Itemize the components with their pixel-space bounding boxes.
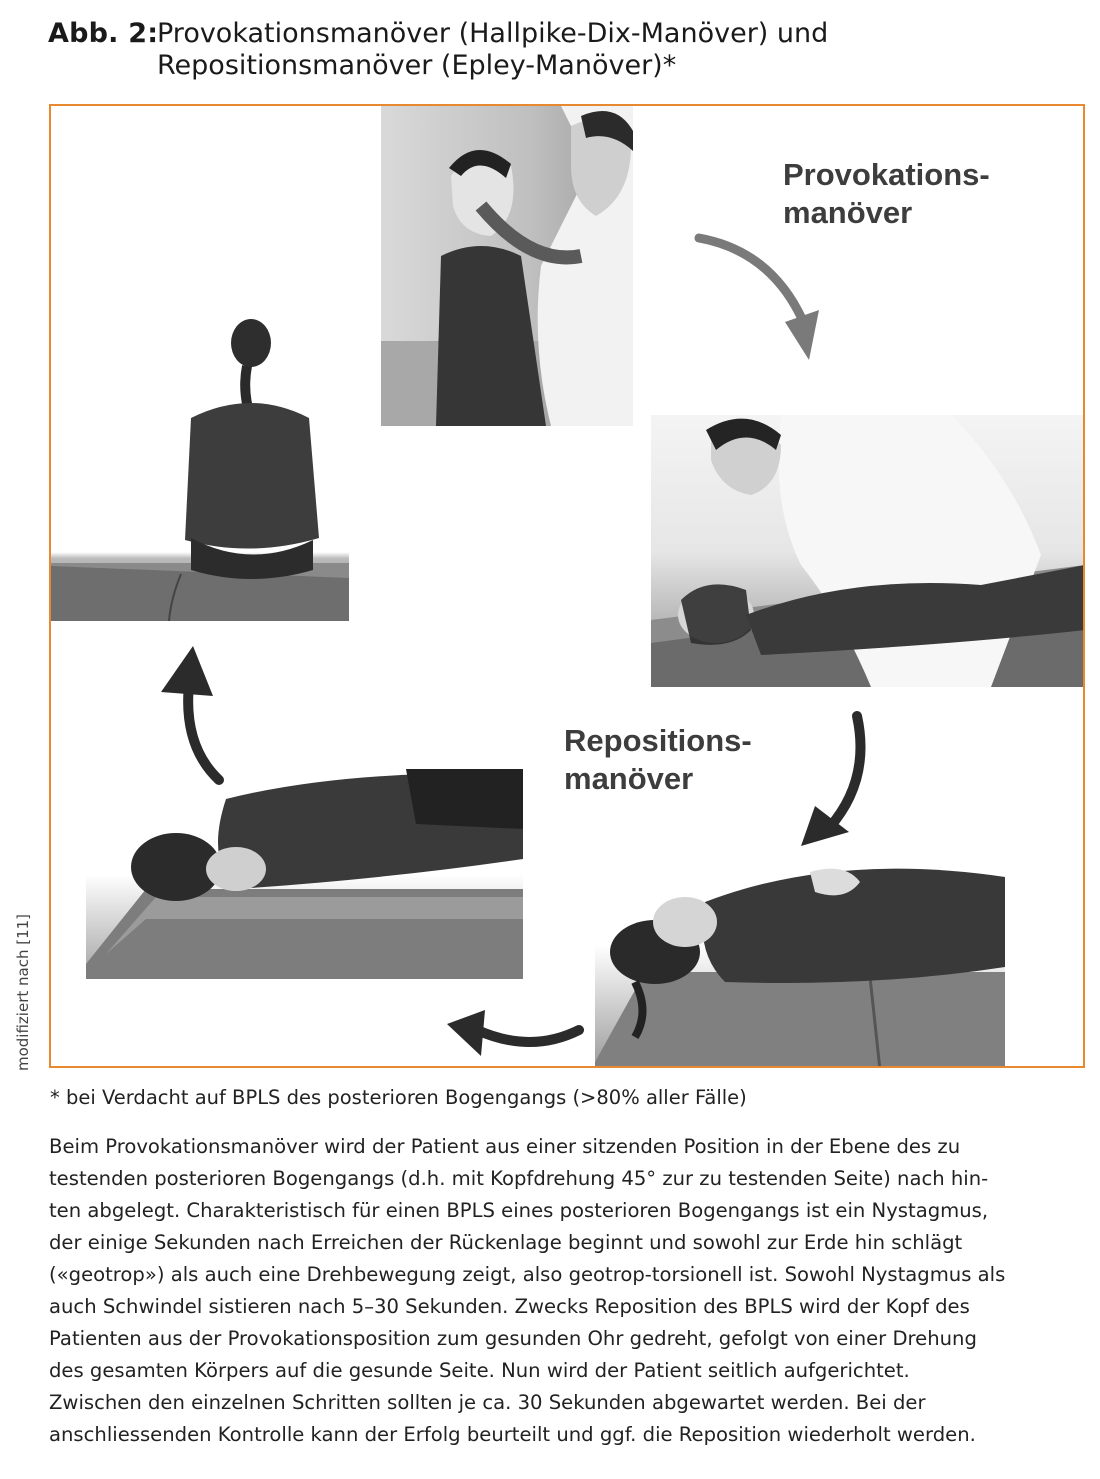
arrow-reposition-down-icon [799,710,919,850]
body-line: Zwischen den einzelnen Schritten sollten je ca. 30 Sekunden abgewartet werden. Bei der [49,1391,926,1414]
label-reposition-line: Repositions- [564,723,752,758]
label-reposition [564,722,752,798]
figure-frame [49,104,1085,1068]
photo-head-rotation [381,106,633,426]
figure-title-line: Repositionsmanöver (Epley-Manöver)* [157,50,677,81]
photo-lying-prone [86,769,523,979]
photo-lying-lateral [595,862,1005,1068]
body-paragraph [49,1131,1059,1451]
body-line: der einige Sekunden nach Erreichen der Rückenlage beginnt und sowohl zur Erde hin schlägt [49,1231,963,1254]
body-line: anschliessenden Kontrolle kann der Erfolg beurteilt und ggf. die Reposition wiederholt werden. [49,1423,976,1446]
body-line: ten abgelegt. Charakteristisch für einen BPLS eines posterioren Bogengangs ist ein Nystagmus, [49,1199,989,1222]
arrow-provocation-icon [691,226,831,366]
label-reposition-line: manöver [564,761,694,796]
photo-sitting-patient [51,308,349,621]
label-provocation [783,156,990,232]
body-line: des gesamten Körpers auf die gesunde Seite. Nun wird der Patient seitlich aufgerichtet. [49,1359,910,1382]
body-line: («geotrop») als auch eine Drehbewegung zeigt, also geotrop-torsionell ist. Sowohl Nystagmus als [49,1263,1006,1286]
body-line: Patienten aus der Provokationsposition zum gesunden Ohr gedreht, gefolgt von einer Drehung [49,1327,977,1350]
photo-supine-head-hanging [651,415,1085,687]
figure-title [157,18,1057,82]
label-provocation-line: manöver [783,195,913,230]
body-line: auch Schwindel sistieren nach 5–30 Sekunden. Zwecks Reposition des BPLS wird der Kopf des [49,1295,970,1318]
footnote: * bei Verdacht auf BPLS des posterioren Bogengangs (>80% aller Fälle) [50,1086,747,1109]
arrow-reposition-up-icon [149,640,239,790]
body-line: testenden posterioren Bogengangs (d.h. mit Kopfdrehung 45° zur zu testenden Seite) nach hin- [49,1167,989,1190]
source-note: modifiziert nach [11] [14,913,32,1071]
arrow-reposition-left-icon [441,1004,591,1064]
figure-label: Abb. 2: [48,18,159,49]
body-line: Beim Provokationsmanöver wird der Patient aus einer sitzenden Position in der Ebene des zu [49,1135,961,1158]
figure-title-line: Provokationsmanöver (Hallpike-Dix-Manöver) und [157,18,829,49]
label-provocation-line: Provokations- [783,157,990,192]
